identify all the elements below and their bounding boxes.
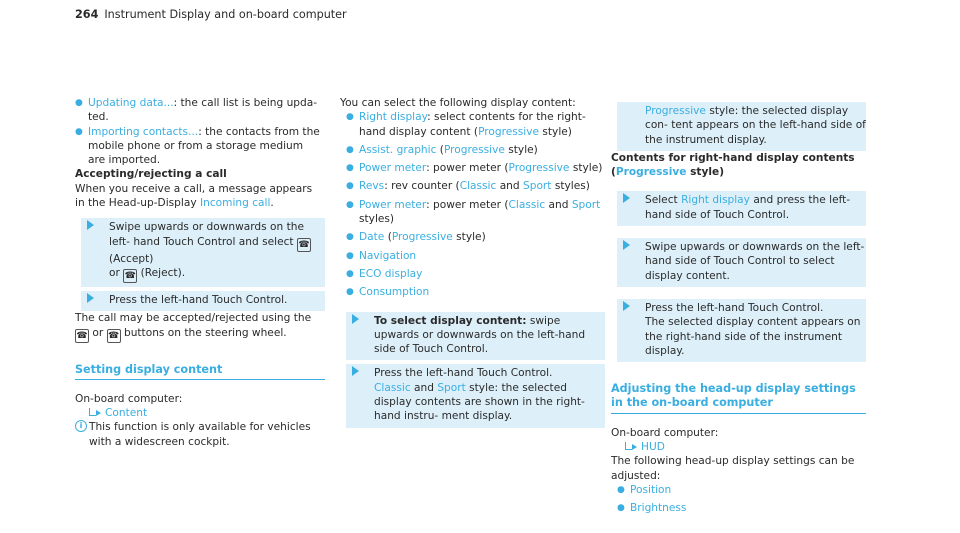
bullet-icon: ● (75, 98, 83, 108)
instruction-step: Select Right display and press the left-hand side of Touch Control. (617, 191, 866, 226)
instruction-step: Press the left-hand Touch Control. The selected display content appears on the right-hand side of the instrument display. (617, 299, 866, 362)
accepting-text: When you receive a call, a message appears in the Head-up-Display Incoming call. (75, 182, 313, 210)
path-arrow-icon (625, 442, 632, 450)
arrow-icon (623, 301, 630, 311)
column-2 (340, 96, 605, 428)
column-1 (75, 96, 325, 449)
path-arrow-icon (89, 408, 96, 416)
list-item: ● Power meter: power meter (Progressive style) (346, 162, 603, 175)
list-item: ● ECO display (346, 267, 423, 280)
term: Updating data... (88, 97, 174, 109)
arrow-icon (87, 293, 94, 303)
section-title: Adjusting the head-up display settings in the on-board computer (611, 382, 866, 414)
list-item: ● Consumption (346, 286, 430, 299)
page-number: 264 (75, 8, 99, 21)
arrow-icon (623, 193, 630, 203)
list-item: ● Revs: rev counter (Classic and Sport styles) (346, 180, 590, 193)
list-item (75, 96, 320, 125)
arrow-icon (352, 366, 359, 376)
arrow-icon (623, 240, 630, 250)
page-header-title: Instrument Display and on-board computer (104, 8, 347, 21)
contents-heading: Contents for right-hand display contents (Progressive style) (611, 151, 855, 179)
following-text: The following head-up display settings can be adjusted: (611, 455, 855, 482)
bullet-icon: ● (75, 126, 83, 137)
list-item (75, 125, 320, 168)
accept-phone-icon: ☎ (298, 239, 310, 250)
info-icon: i (75, 420, 87, 432)
info-note: i This function is only available for vehicles with a widescreen cockpit. (75, 420, 325, 449)
list-item: ● Brightness (617, 502, 687, 515)
accepting-heading: Accepting/rejecting a call (75, 168, 227, 181)
steering-note: The call may be accepted/rejected using the ☎ or ☎ buttons on the steering wheel. (75, 312, 312, 341)
arrow-icon (87, 220, 94, 230)
arrow-icon (352, 314, 359, 324)
onboard-label: On-board computer: (611, 426, 719, 439)
reject-phone-icon: ☎ (107, 330, 120, 341)
instruction-step: Press the left-hand Touch Control. (81, 291, 325, 311)
instruction-step: Swipe upwards or downwards on the left- hand side of Touch Control to select display content. (617, 238, 866, 287)
reject-phone-icon: ☎ (124, 270, 136, 281)
list-item: ● Right display: select contents for the right- hand display content (Progressive style) (346, 111, 586, 138)
instruction-step: To select display content: swipe upwards or downwards on the left-hand side of Touch Control. (346, 312, 605, 361)
onboard-label: On-board computer: (75, 392, 183, 405)
page-header (75, 8, 347, 22)
list-item: ● Navigation (346, 249, 417, 262)
list-item: ● Power meter: power meter (Classic and Sport styles) (346, 198, 601, 226)
menu-path: HUD (611, 440, 866, 454)
instruction-step: Swipe upwards or downwards on the left- hand Touch Control and select ☎ (Accept) or ☎ (Reject). (81, 218, 325, 287)
column-3 (611, 96, 866, 516)
list-item: ● Position (617, 483, 672, 496)
item-text: : the call list is being upda- ted. (88, 97, 318, 124)
list-item: ● Assist. graphic (Progressive style) (346, 143, 538, 156)
menu-path: Content (75, 406, 325, 420)
list-item: ● Date (Progressive style) (346, 231, 486, 244)
section-title: Setting display content (75, 363, 325, 380)
instruction-step: Press the left-hand Touch Control. Classic and Sport style: the selected display contents are shown in the right-hand instru- ment display. (346, 364, 605, 427)
term: Importing contacts... (88, 125, 199, 138)
accept-phone-icon: ☎ (76, 330, 88, 341)
intro-text: You can select the following display content: (340, 97, 576, 109)
instruction-step-continued: Progressive style: the selected display con- tent appears on the left-hand side of the instrument display. (617, 102, 866, 151)
item-text: : the contacts from the mobile phone or from a storage medium are imported. (88, 125, 320, 167)
